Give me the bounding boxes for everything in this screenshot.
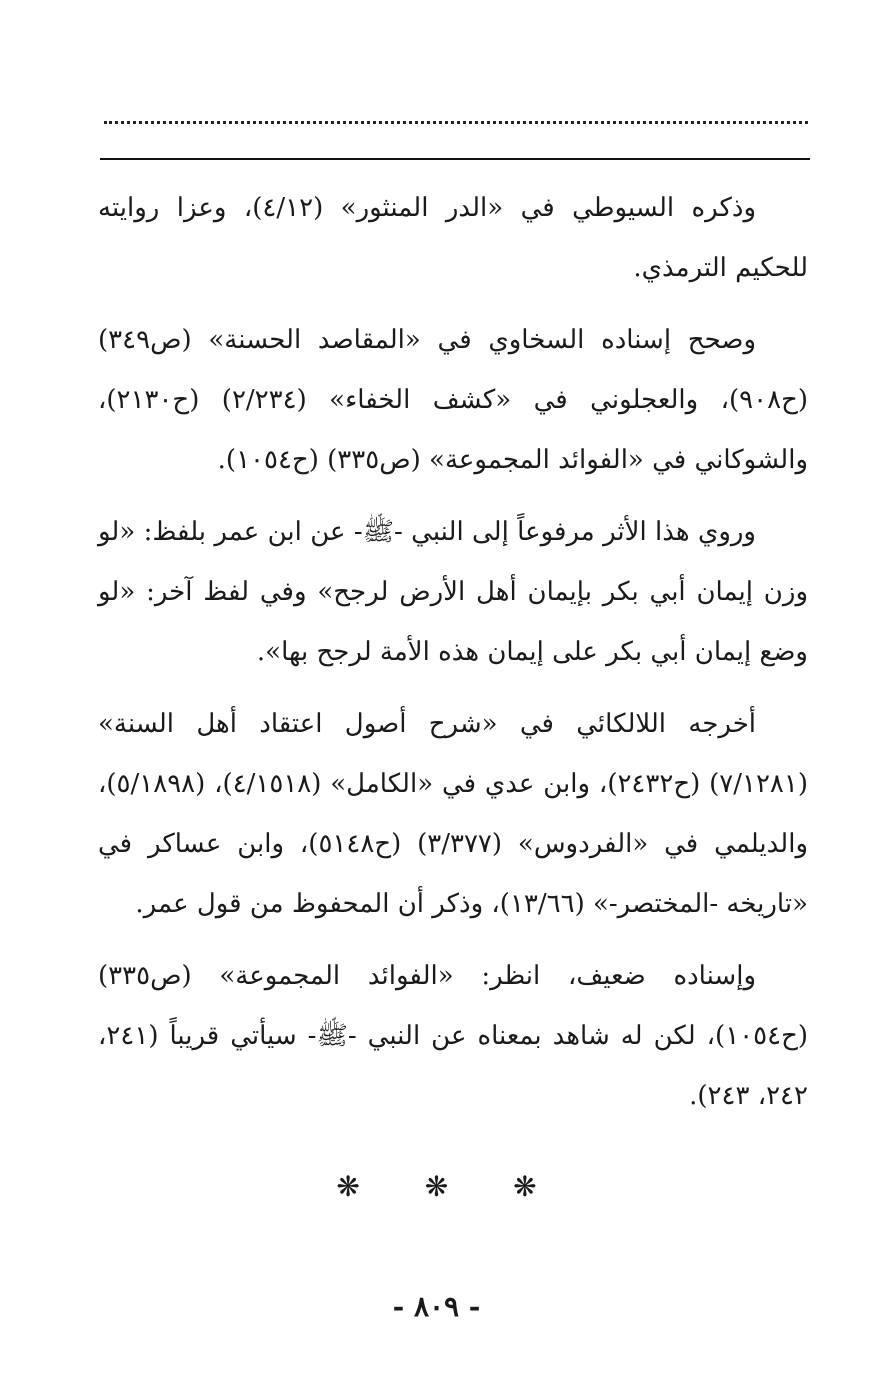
paragraph-sakhawi: وصحح إسناده السخاوي في «المقاصد الحسنة» (ص٣٤٩) (ح٩٠٨)، والعجلوني في «كشف الخفاء» (٢/٢٣٤) (ح٢١٣٠)، والشوكاني في «الفوائد المجموعة» (ص٣٣٥) (ح١٠٥٤). (98, 325, 808, 475)
page-number: - ٨٠٩ - (392, 1290, 481, 1323)
paragraph-isnad: وإسناده ضعيف، انظر: «الفوائد المجموعة» (ص٣٣٥) (ح١٠٥٤)، لكن له شاهد بمعناه عن النبي -ﷺ- سيأتي قريباً (٢٤١، ٢٤٢، ٢٤٣). (98, 961, 808, 1111)
section-separator (0, 1170, 873, 1203)
separator-star-icon: ❋ (513, 1170, 537, 1203)
paragraph-marfu: وروي هذا الأثر مرفوعاً إلى النبي -ﷺ- عن ابن عمر بلفظ: «لو وزن إيمان أبي بكر بإيمان أهل الأرض لرجح» وفي لفظ آخر: «لو وضع إيمان أبي بكر على إيمان هذه الأمة لرجح بها». (98, 517, 808, 667)
separator-star-icon: ❋ (424, 1170, 449, 1203)
footnote-body (98, 178, 808, 1138)
separator-star-icon: ❋ (336, 1170, 360, 1203)
footnote-rule (100, 158, 810, 160)
paragraph-lalakai: أخرجه اللالكائي في «شرح أصول اعتقاد أهل السنة» (٧/١٢٨١) (ح٢٤٣٢)، وابن عدي في «الكامل» (٤/١٥١٨)، (٥/١٨٩٨)، والديلمي في «الفردوس» (٣/٣٧٧) (ح٥١٤٨)، وابن عساكر في «تاريخه -المختصر-» (١٣/٦٦)، وذكر أن المحفوظ من قول عمر. (98, 709, 809, 919)
paragraph-suyuti: وذكره السيوطي في «الدر المنثور» (٤/١٢)، وعزا روايته للحكيم الترمذي. (98, 193, 808, 283)
dotted-divider (104, 121, 808, 124)
